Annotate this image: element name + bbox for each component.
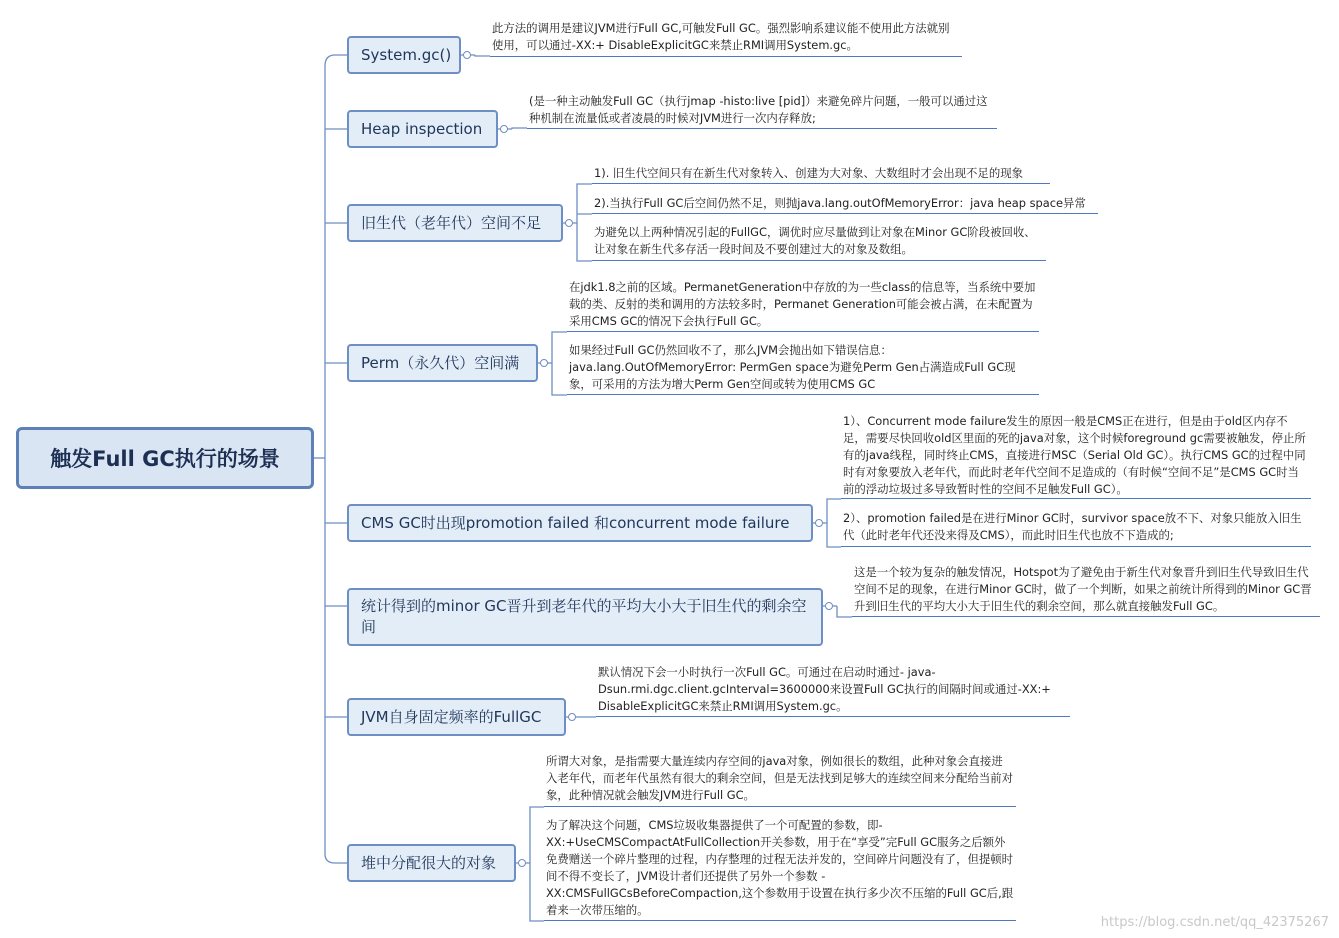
branch-jvm-fixed-frequency[interactable] xyxy=(347,698,566,736)
branch-label: 堆中分配很大的对象 xyxy=(361,853,497,872)
branch-large-object[interactable] xyxy=(347,844,516,882)
collapse-dot-5 xyxy=(826,603,833,610)
branch-perm-gen-full[interactable] xyxy=(347,344,538,382)
note-text: 为了解决这个问题，CMS垃圾收集器提供了一个可配置的参数，即-XX:+UseCMSCompactAtFullCollection开关参数，用于在“享受”完Full GC服务之后额外免费赠送一个碎片整理的过程，内存整理的过程无法并发的，空间碎片问题没有了，但提顿时间不得不变长了，JVM设计者们还提供了另外一个参数 -XX:CMSFullGCsBeforeCompaction,这个参数用于设置在执行多少次不压缩的Full GC后,跟着来一次带压缩的。 xyxy=(546,818,1014,917)
branch-label: Perm（永久代）空间满 xyxy=(361,353,520,372)
note-cms-failure-1 xyxy=(841,413,1311,499)
note-large-object-1 xyxy=(544,753,1016,807)
collapse-dot-2 xyxy=(566,220,573,227)
collapse-dot-1 xyxy=(501,126,508,133)
note-text: 2）、promotion failed是在进行Minor GC时，survivor space放不下、对象只能放入旧生代（此时老年代还没来得及CMS），而此时旧生代也放不下造成的; xyxy=(843,511,1302,542)
collapse-dot-0 xyxy=(464,52,471,59)
branch-heap-inspection[interactable] xyxy=(347,110,498,148)
note-text: (是一种主动触发Full GC（执行jmap -histo:live [pid]）来避免碎片问题，一般可以通过这种机制在流量低或者凌晨的时候对JVM进行一次内存释放; xyxy=(529,94,988,125)
note-jvm-fixed-frequency xyxy=(596,664,1070,717)
note-minor-gc-promotion xyxy=(852,564,1320,617)
note-text: 如果经过Full GC仍然回收不了，那么JVM会抛出如下错误信息：java.lang.OutOfMemoryError: PermGen space为避免Perm Gen占满造成Full GC现象，可采用的方法为增大Perm Gen空间或转为使用CMS GC xyxy=(569,343,1016,391)
branch-link-0 xyxy=(325,55,347,66)
branch-label: System.gc() xyxy=(361,45,452,64)
branch-old-gen-full[interactable] xyxy=(347,204,563,242)
branch-label: CMS GC时出现promotion failed 和concurrent mode failure xyxy=(361,513,790,532)
note-text: 所谓大对象，是指需要大量连续内存空间的java对象，例如很长的数组，此种对象会直接进入老年代，而老年代虽然有很大的剩余空间，但是无法找到足够大的连续空间来分配给当前对象，此种情况就会触发JVM进行Full GC。 xyxy=(546,754,1014,802)
note-text: 在jdk1.8之前的区域。PermanetGeneration中存放的为一些class的信息等，当系统中要加载的类、反射的类和调用的方法较多时，Permanet Generation可能会被占满，在未配置为采用CMS GC的情况下会执行Full GC。 xyxy=(569,280,1036,328)
note-text: 1). 旧生代空间只有在新生代对象转入、创建为大对象、大数组时才会出现不足的现象 xyxy=(594,166,1023,180)
branch-link-7 xyxy=(325,854,347,863)
note-text: 此方法的调用是建议JVM进行Full GC,可触发Full GC。强烈影响系建议能不使用此方法就别使用，可以通过-XX:+ DisableExplicitGC来禁止RMI调用System.gc。 xyxy=(492,21,950,52)
branch-system-gc[interactable] xyxy=(347,36,461,74)
note-text: 为避免以上两种情况引起的FullGC，调优时应尽量做到让对象在Minor GC阶段被回收、让对象在新生代多存活一段时间及不要创建过大的对象及数组。 xyxy=(594,225,1036,256)
watermark: https://blog.csdn.net/qq_42375267 xyxy=(1100,915,1329,930)
branch-label: 旧生代（老年代）空间不足 xyxy=(361,213,542,232)
collapse-dot-4 xyxy=(816,520,823,527)
note-text: 2).当执行Full GC后空间仍然不足，则抛java.lang.outOfMemoryError：java heap space异常 xyxy=(594,196,1086,210)
note-perm-gen-2 xyxy=(567,342,1039,395)
note-text: 这是一个较为复杂的触发情况，Hotspot为了避免由于新生代对象晋升到旧生代导致旧生代空间不足的现象，在进行Minor GC时，做了一个判断，如果之前统计所得到的Minor GC晋升到旧生代的平均大小大于旧生代的剩余空间，那么就直接触发Full GC。 xyxy=(854,565,1312,613)
note-large-object-2 xyxy=(544,817,1016,921)
note-heap-inspection xyxy=(527,93,997,129)
collapse-dot-6 xyxy=(569,714,576,721)
note-system-gc xyxy=(490,20,962,57)
central-topic[interactable] xyxy=(16,427,314,489)
note-old-gen-3 xyxy=(592,224,1046,261)
collapse-dot-3 xyxy=(541,360,548,367)
note-perm-gen-1 xyxy=(567,279,1039,332)
branch-label: JVM自身固定频率的FullGC xyxy=(361,707,542,726)
central-topic-label: 触发Full GC执行的场景 xyxy=(50,447,280,471)
note-cms-failure-2 xyxy=(841,510,1311,547)
branch-label: 统计得到的minor GC晋升到老年代的平均大小大于旧生代的剩余空间 xyxy=(361,597,807,636)
collapse-dot-7 xyxy=(519,860,526,867)
note-old-gen-2 xyxy=(592,195,1098,214)
branch-minor-gc-promotion[interactable] xyxy=(347,588,823,646)
branch-label: Heap inspection xyxy=(361,119,483,138)
note-text: 1）、Concurrent mode failure发生的原因一般是CMS正在进行，但是由于old区内存不足，需要尽快回收old区里面的死的java对象，这个时候foreground gc需要被触发，停止所有的java线程，同时终止CMS，直接进行MSC（Serial Old GC）。执行CMS GC的过程中同时有对象要放入老年代，而此时老年代空间不足造成的（有时候“空间不足”是CMS GC时当前的浮动垃圾过多导致暂时性的空间不足触发Full GC）。 xyxy=(843,414,1306,496)
note-text: 默认情况下会一小时执行一次Full GC。可通过在启动时通过- java-Dsun.rmi.dgc.client.gcInterval=3600000来设置Full GC执行的间隔时间或通过-XX:+ DisableExplicitGC来禁止RMI调用System.gc。 xyxy=(598,665,1051,713)
note-old-gen-1 xyxy=(592,165,1050,184)
branch-cms-failure[interactable] xyxy=(347,504,813,542)
